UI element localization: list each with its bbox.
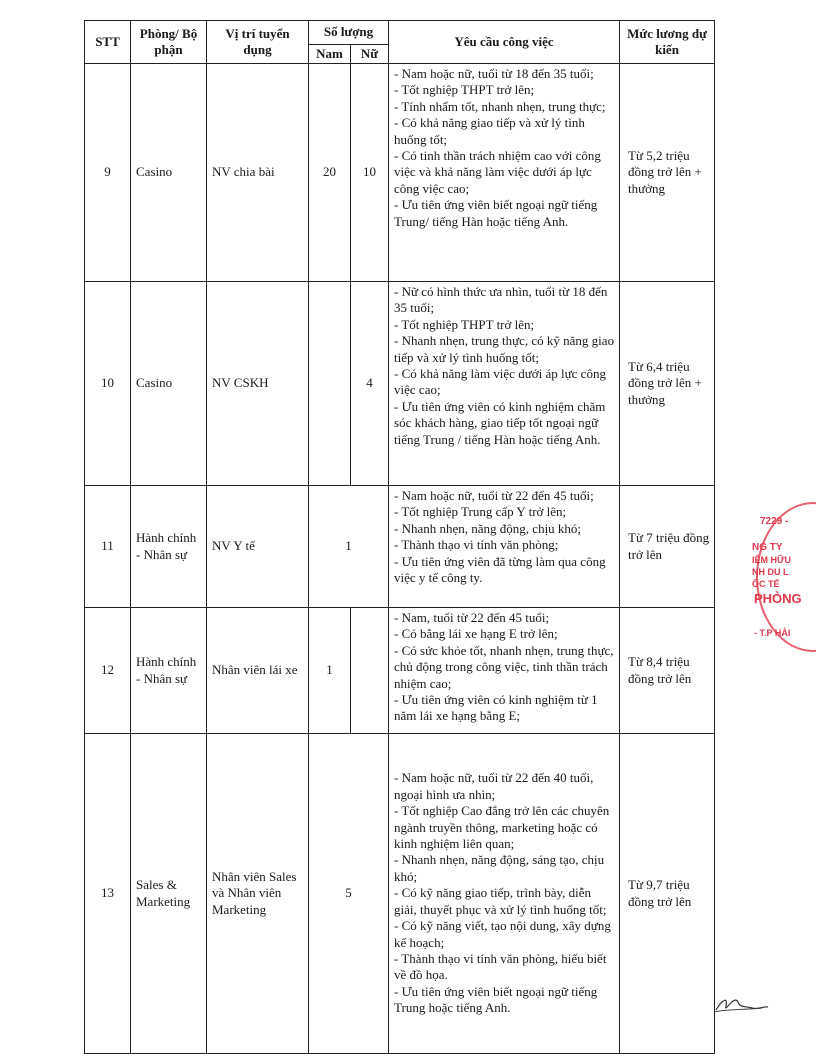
header-male: Nam xyxy=(309,45,351,64)
requirement-line: - Thành thạo vi tính văn phòng, hiểu biết về đồ họa. xyxy=(394,950,607,983)
seal-text: ỐC TẾ xyxy=(752,579,780,589)
seal-text: NG TY xyxy=(752,542,783,553)
cell-quantity-total: 1 xyxy=(309,486,389,608)
header-female: Nữ xyxy=(351,45,389,64)
cell-salary: Từ 9,7 triệu đồng trở lên xyxy=(620,734,715,1054)
cell-department: Hành chính - Nhân sự xyxy=(131,486,207,608)
requirement-line: - Nhanh nhẹn, năng động, chịu khó; xyxy=(394,520,582,536)
requirement-line: - Ưu tiên ứng viên biết ngoại ngữ tiếng Trung/ tiếng Hàn hoặc tiếng Anh. xyxy=(394,197,598,229)
requirement-line: - Ưu tiên ứng viên có kinh nghiệm từ 1 năm lái xe hạng bằng E; xyxy=(394,692,598,724)
header-requirements: Yêu cầu công việc xyxy=(389,21,620,64)
header-quantity: Số lượng xyxy=(309,21,389,45)
cell-department: Sales & Marketing xyxy=(131,734,207,1054)
cell-requirements xyxy=(389,608,620,734)
cell-stt: 12 xyxy=(85,608,131,734)
requirement-line: - Có kỹ năng giao tiếp, trình bày, diễn giải, thuyết phục và xử lý tình huống tốt; xyxy=(394,885,607,917)
cell-quantity-total: 5 xyxy=(309,734,389,1054)
cell-female: 10 xyxy=(351,64,389,282)
table-row xyxy=(85,734,715,1054)
requirement-line: - Nhanh nhẹn, năng động, sáng tạo, chịu khó; xyxy=(394,852,605,884)
requirement-line: - Có sức khỏe tốt, nhanh nhẹn, trung thực, chủ động trong công việc, tinh thần trách nhiệm cao; xyxy=(394,642,614,691)
requirement-line: - Có tinh thần trách nhiệm cao với công việc và khả năng làm việc dưới áp lực công việc cao; xyxy=(394,148,601,196)
cell-male: 20 xyxy=(309,64,351,282)
requirement-line: - Có kỹ năng viết, tạo nội dung, xây dựng kế hoạch; xyxy=(394,918,611,950)
requirement-line: - Nữ có hình thức ưa nhìn, tuổi từ 18 đến 35 tuổi; xyxy=(394,284,608,316)
requirement-line: - Nam, tuổi từ 22 đến 45 tuổi; xyxy=(394,610,550,625)
cell-department: Casino xyxy=(131,64,207,282)
cell-salary: Từ 5,2 triệu đồng trở lên + thưởng xyxy=(620,64,715,282)
seal-text: - T.P HẢI xyxy=(754,628,791,638)
company-seal xyxy=(748,502,816,652)
cell-stt: 10 xyxy=(85,282,131,486)
seal-text: PHÒNG xyxy=(754,591,802,606)
cell-department: Casino xyxy=(131,282,207,486)
requirement-line: - Nam hoặc nữ, tuổi từ 22 đến 40 tuổi, ngoại hình ưa nhìn; xyxy=(394,770,594,802)
header-stt: STT xyxy=(85,21,131,64)
requirement-line: - Có khả năng giao tiếp và xử lý tình huống tốt; xyxy=(394,115,585,147)
requirement-line: - Thành thạo vi tính văn phòng; xyxy=(394,537,559,553)
requirement-line: - Tốt nghiệp THPT trở lên; xyxy=(394,316,535,332)
seal-text: 7229 - xyxy=(760,516,789,527)
requirement-line: - Nam hoặc nữ, tuổi từ 22 đến 45 tuổi; xyxy=(394,488,594,503)
cell-requirements xyxy=(389,64,620,282)
table-row xyxy=(85,282,715,486)
requirement-line: - Ưu tiên ứng viên có kinh nghiệm chăm sóc khách hàng, giao tiếp tốt ngoại ngữ tiếng Trung / tiếng Hàn hoặc tiếng Anh. xyxy=(394,398,606,447)
requirement-line: - Tốt nghiệp THPT trở lên; xyxy=(394,82,535,98)
requirement-line: - Có khả năng làm việc dưới áp lực công việc cao; xyxy=(394,366,606,398)
signature-mark xyxy=(712,988,772,1018)
table-row xyxy=(85,608,715,734)
recruitment-table-page xyxy=(84,20,714,1054)
seal-text: IỆM HỮU xyxy=(752,555,791,565)
requirement-line: - Có bằng lái xe hạng E trở lên; xyxy=(394,626,558,642)
requirement-line: - Tốt nghiệp Cao đẳng trở lên các chuyên ngành truyền thông, marketing hoặc có kinh nghiệm liên quan; xyxy=(394,803,610,852)
requirement-line: - Tính nhẩm tốt, nhanh nhẹn, trung thực; xyxy=(394,98,606,114)
cell-female xyxy=(351,608,389,734)
cell-requirements xyxy=(389,734,620,1054)
table-row xyxy=(85,486,715,608)
header-salary: Mức lương dự kiến xyxy=(620,21,715,64)
cell-department: Hành chính - Nhân sự xyxy=(131,608,207,734)
cell-requirements xyxy=(389,486,620,608)
cell-salary: Từ 6,4 triệu đồng trở lên + thưởng xyxy=(620,282,715,486)
cell-requirements xyxy=(389,282,620,486)
requirement-line: - Tốt nghiệp Trung cấp Y trở lên; xyxy=(394,504,567,520)
cell-position: NV CSKH xyxy=(207,282,309,486)
requirement-line: - Nhanh nhẹn, trung thực, có kỹ năng giao tiếp và xử lý tình huống tốt; xyxy=(394,333,615,365)
cell-stt: 11 xyxy=(85,486,131,608)
cell-male: 1 xyxy=(309,608,351,734)
recruitment-table xyxy=(84,20,715,1054)
cell-position: NV chia bài xyxy=(207,64,309,282)
cell-salary: Từ 7 triệu đồng trở lên xyxy=(620,486,715,608)
requirement-line: - Ưu tiên ứng viên biết ngoại ngữ tiếng Trung hoặc tiếng Anh. xyxy=(394,983,598,1016)
requirement-line: - Nam hoặc nữ, tuổi từ 18 đến 35 tuổi; xyxy=(394,66,594,81)
cell-position: NV Y tế xyxy=(207,486,309,608)
cell-position: Nhân viên Sales và Nhân viên Marketing xyxy=(207,734,309,1054)
cell-stt: 9 xyxy=(85,64,131,282)
header-department: Phòng/ Bộ phận xyxy=(131,21,207,64)
requirement-line: - Ưu tiên ứng viên đã từng làm qua công việc y tế công ty. xyxy=(394,553,606,586)
cell-male xyxy=(309,282,351,486)
cell-female: 4 xyxy=(351,282,389,486)
seal-text: NH DU L xyxy=(752,567,789,577)
cell-position: Nhân viên lái xe xyxy=(207,608,309,734)
table-row xyxy=(85,64,715,282)
cell-stt: 13 xyxy=(85,734,131,1054)
cell-salary: Từ 8,4 triệu đồng trở lên xyxy=(620,608,715,734)
header-position: Vị trí tuyển dụng xyxy=(207,21,309,64)
